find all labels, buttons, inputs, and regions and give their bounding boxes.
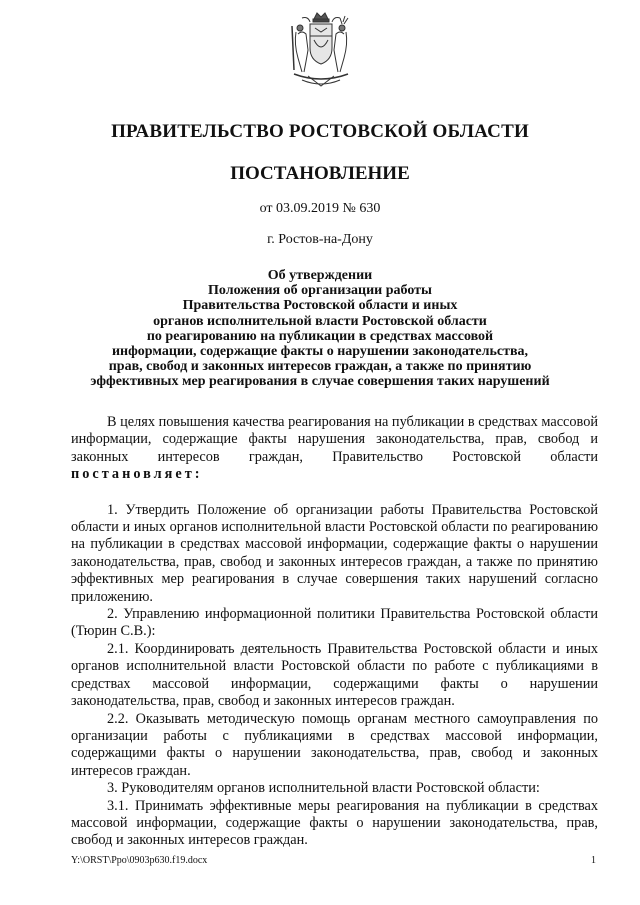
footer-file-path: Y:\ORST\Ppo\0903p630.f19.docx [71,855,208,866]
title-line: по реагированию на публикации в средствах массовой [146,328,494,344]
title-line: Положения об организации работы [208,283,432,299]
paragraph-3: 3. Руководителям органов исполнительной власти Ростовской области: [107,780,540,797]
page-number: 1 [591,855,596,866]
paragraph-2-2: 2.2. Оказывать методическую помощь органам местного самоуправления по организации работы с публикациями в средствах массовой информации, содержащими факты о нарушении законодательства, прав, свобод и законных интересов граждан. [71,710,598,779]
document-body [71,414,598,850]
preamble-text: В целях повышения качества реагирования на публикации в средствах массовой информации, содержащие факты нарушения законодательства, прав, свобод и законных интересов граждан, Правительство Ростовской области [71,414,598,465]
title-line: эффективных мер реагирования в случае совершения таких нарушений [90,374,550,390]
document-title [70,268,570,390]
title-line: прав, свобод и законных интересов граждан, а также по принятию [108,359,532,375]
preamble-emphasis: постановляет: [71,466,203,483]
title-line: Об утверждении [267,268,373,283]
title-line: органов исполнительной власти Ростовской области [153,313,487,329]
preamble-paragraph [71,414,598,484]
title-line: информации, содержащие факты о нарушении законодательства, [111,344,529,360]
date-and-number: от 03.09.2019 № 630 [259,201,381,216]
city: г. Ростов-на-Дону [267,232,373,247]
government-name: ПРАВИТЕЛЬСТВО РОСТОВСКОЙ ОБЛАСТИ [111,121,529,142]
paragraph-2-1: 2.1. Координировать деятельность Правительства Ростовской области и иных органов исполнительной власти Ростовской области по работе с публикациями в средствах массовой информации, содержащими факты о нарушении законодательства, прав, свобод и законных интересов граждан. [71,640,598,710]
coat-of-arms-emblem [288,10,354,90]
document-type: ПОСТАНОВЛЕНИЕ [230,163,410,184]
paragraph-3-1: 3.1. Принимать эффективные меры реагирования на публикации в средствах массовой информации, содержащие факты о нарушении законодательства, прав, свобод и законных интересов граждан. [71,797,598,849]
paragraph-2: 2. Управлению информационной политики Правительства Ростовской области (Тюрин С.В.): [71,606,598,640]
title-line: Правительства Ростовской области и иных [182,298,458,314]
paragraph-1: 1. Утвердить Положение об организации работы Правительства Ростовской области и иных органов исполнительной власти Ростовской области по реагированию на публикации в средствах массовой информации, содержащие факты о нарушении законодательства, прав, свобод и законных интересов граждан, а также по принятию эффективных мер реагирования в случае совершения таких нарушений согласно приложению. [71,501,598,605]
